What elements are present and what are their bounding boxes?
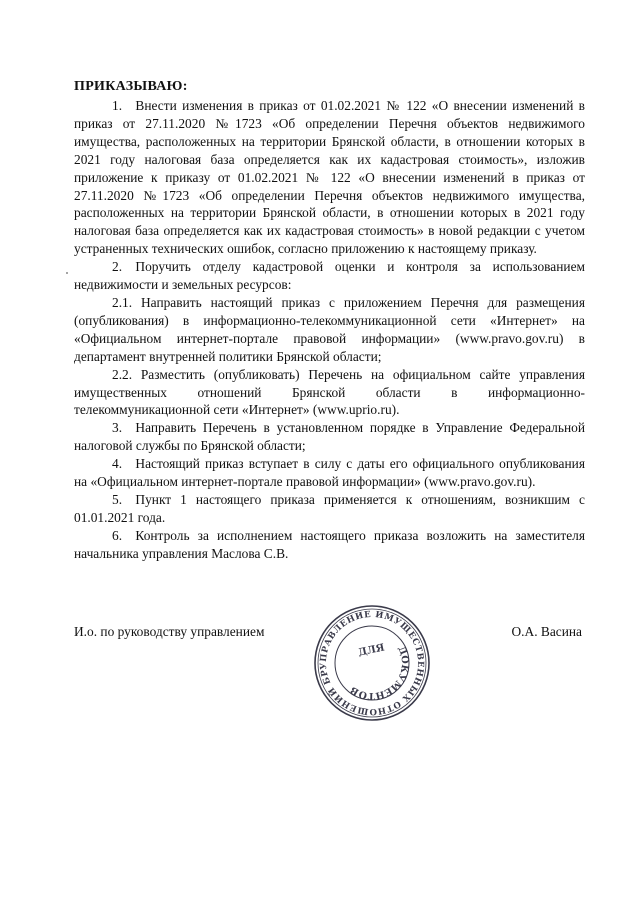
stamp-outer-text: УПРАВЛЕНИЕ ИМУЩЕСТВЕННЫХ ОТНОШЕНИЙ БРЯНСКОЙ xyxy=(318,609,426,717)
svg-text:УПРАВЛЕНИЕ ИМУЩЕСТВЕННЫХ ОТНОШ xyxy=(312,603,432,723)
order-heading: ПРИКАЗЫВАЮ: xyxy=(74,79,188,94)
paragraph-2: 2. Поручить отделу кадастровой оценки и контроля за использованием недвижимости и земельных ресурсов: xyxy=(74,259,585,293)
scan-speck xyxy=(66,272,68,274)
stamp-center-top: ДЛЯ xyxy=(357,642,386,659)
stamp-outer-ring xyxy=(315,606,429,720)
paragraph-1: 1. Внести изменения в приказ от 01.02.2021 № 122 «О внесении изменений в приказ от 27.11.2020 №1723 «Об определении Перечня объектов недвижимого имущества, расположенных на территории Брянской области, в отношении которых в 2021 году налоговая база определяется как их кадастровая стоимость», изложив приложение к приказу от 01.02.2021 № 122 «О внесении изменений в приказ от 27.11.2020 №1723 «Об определении Перечня объектов недвижимого имущества, расположенных на территории Брянской области, в отношении которых в 2021 году налоговая база определяется как их кадастровая стоимость» в новой редакции с учетом устраненных технических ошибок, согласно приложению к настоящему приказу. xyxy=(74,98,585,257)
official-stamp xyxy=(312,603,432,723)
paragraph-3: 3. Направить Перечень в установленном порядке в Управление Федеральной налоговой службы по Брянской области; xyxy=(74,420,585,454)
order-body xyxy=(74,97,585,563)
signatory-name: О.А. Васина xyxy=(511,624,582,639)
signatory-title: И.о. по руководству управлением xyxy=(74,624,265,639)
paragraph-2-2: 2.2. Разместить (опубликовать) Перечень на официальном сайте управления имущественных отношений Брянской области в информационно-телекоммуникационной сети «Интернет» (www.uprio.ru). xyxy=(74,366,585,418)
paragraph-5: 5. Пункт 1 настоящего приказа применяется к отношениям, возникшим с 01.01.2021 года. xyxy=(74,491,585,525)
paragraph-6: 6. Контроль за исполнением настоящего приказа возложить на заместителя начальника управления Маслова С.В. xyxy=(74,527,585,561)
paragraph-4: 4. Настоящий приказ вступает в силу с даты его официального опубликования на «Официальном интернет-портале правовой информации» (www.pravo.gov.ru). xyxy=(74,456,585,490)
stamp-center-bottom: ДОКУМЕНТОВ xyxy=(348,644,411,702)
paragraph-2-1: 2.1. Направить настоящий приказ с приложением Перечня для размещения (опубликования) в информационно-телекоммуникационной сети «Интернет» на «Официальном интернет-портале правовой информации» (www.pravo.gov.ru) в департамент внутренней политики Брянской области; xyxy=(74,294,585,364)
